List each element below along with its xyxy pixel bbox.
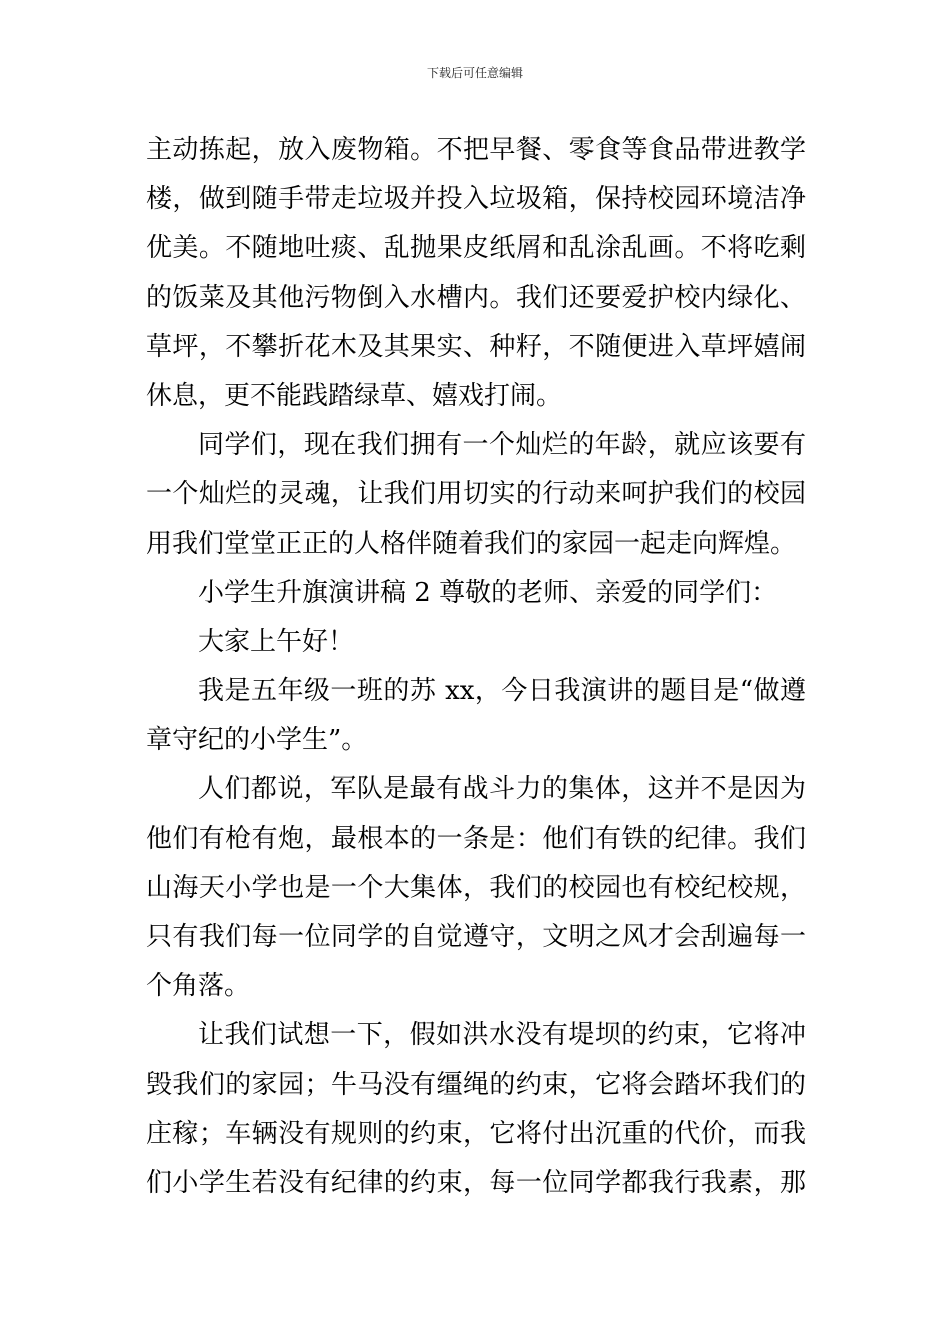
text-line: 的饭菜及其他污物倒入水槽内。我们还要爱护校内绿化、 [146,282,806,313]
text-line: 他们有枪有炮，最根本的一条是：他们有铁的纪律。我们 [146,823,806,854]
text-line: 优美。不随地吐痰、乱抛果皮纸屑和乱涂乱画。不将吃剩 [146,233,806,264]
text-line: 只有我们每一位同学的自觉遵守，文明之风才会刮遍每一 [146,922,806,952]
text-line: 我是五年级一班的苏 xx，今日我演讲的题目是“做遵 [198,676,806,707]
text-line: 毁我们的家园；牛马没有缰绳的约束，它将会踏坏我们的 [146,1069,806,1100]
page-header-note: 下载后可任意编辑 [426,66,523,80]
text-line: 章守纪的小学生”。 [146,725,368,756]
document-body [146,126,806,1208]
text-line: 小学生升旗演讲稿 2 尊敬的老师、亲爱的同学们： [198,577,778,608]
text-line: 人们都说，军队是最有战斗力的集体，这并不是因为 [198,774,806,805]
text-line: 同学们，现在我们拥有一个灿烂的年龄，就应该要有 [198,430,806,461]
text-line: 主动拣起，放入废物箱。不把早餐、零食等食品带进教学 [146,135,806,165]
text-line: 让我们试想一下，假如洪水没有堤坝的约束，它将冲 [198,1020,806,1051]
text-line: 个角落。 [146,971,251,1002]
text-line: 用我们堂堂正正的人格伴随着我们的家园一起走向辉煌。 [146,528,797,559]
text-line: 楼，做到随手带走垃圾并投入垃圾箱，保持校园环境洁净 [146,184,806,215]
text-line: 庄稼；车辆没有规则的约束，它将付出沉重的代价，而我 [146,1118,806,1149]
text-line: 一个灿烂的灵魂，让我们用切实的行动来呵护我们的校园 [146,479,806,510]
text-line: 们小学生若没有纪律的约束，每一位同学都我行我素，那 [146,1167,806,1198]
text-line: 草坪，不攀折花木及其果实、种籽，不随便进入草坪嬉闹 [146,331,806,362]
text-line: 山海天小学也是一个大集体，我们的校园也有校纪校规， [146,872,806,903]
text-line: 大家上午好！ [198,626,355,657]
text-line: 休息，更不能践踏绿草、嬉戏打闹。 [146,380,563,411]
